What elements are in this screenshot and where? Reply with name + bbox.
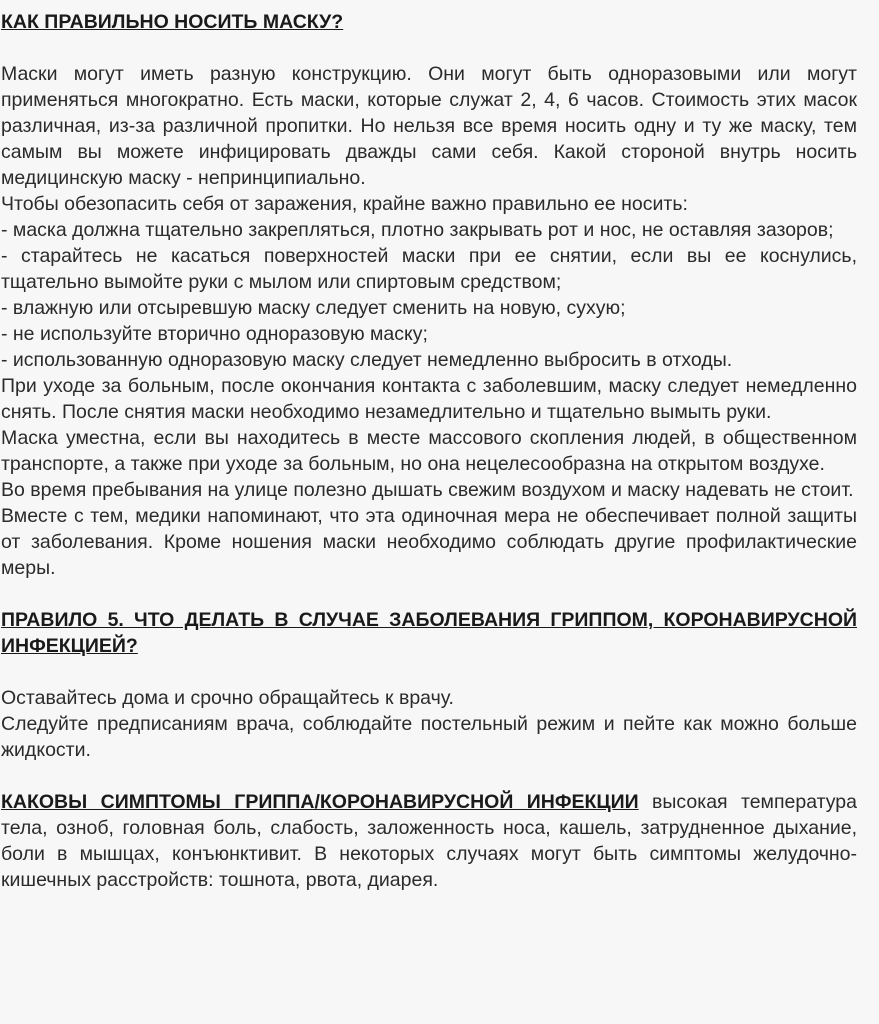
masks-list-item: - использованную одноразовую маску следует немедленно выбросить в отходы.	[1, 349, 733, 371]
spacer	[1, 35, 857, 61]
masks-paragraph: При уходе за больным, после окончания контакта с заболевшим, маску следует немедленно снять. После снятия маски необходимо незамедлительно и тщательно вымыть руки.	[1, 375, 857, 423]
masks-paragraph: Вместе с тем, медики напоминают, что эта одиночная мера не обеспечивает полной защиты от заболевания. Кроме ношения маски необходимо соблюдать другие профилактические меры.	[1, 505, 857, 579]
spacer	[1, 659, 857, 685]
masks-list-item: - не используйте вторично одноразовую маску;	[1, 323, 428, 345]
rule5-heading: ПРАВИЛО 5. ЧТО ДЕЛАТЬ В СЛУЧАЕ ЗАБОЛЕВАНИЯ ГРИППОМ, КОРОНАВИРУСНОЙ ИНФЕКЦИЕЙ?	[1, 609, 857, 657]
masks-heading: КАК ПРАВИЛЬНО НОСИТЬ МАСКУ?	[1, 11, 344, 33]
symptoms-paragraph	[1, 789, 857, 893]
rule5-body	[1, 685, 857, 763]
masks-paragraph: Маски могут иметь разную конструкцию. Они могут быть одноразовыми или могут применяться многократно. Есть маски, которые служат 2, 4, 6 часов. Стоимость этих масок различная, из-за различной пропитки. Но нельзя все время носить одну и ту же маску, тем самым вы можете инфицировать дважды сами себя. Какой стороной внутрь носить медицинскую маску - непринципиально.	[1, 63, 857, 189]
masks-paragraph: Маска уместна, если вы находитесь в месте массового скопления людей, в общественном транспорте, а также при уходе за больным, но она нецелесообразна на открытом воздухе.	[1, 427, 857, 475]
masks-paragraph: Чтобы обезопасить себя от заражения, крайне важно правильно ее носить:	[1, 193, 688, 215]
masks-list-item: - влажную или отсыревшую маску следует сменить на новую, сухую;	[1, 297, 626, 319]
symptoms-text: высокая температура тела, озноб, головная боль, слабость, заложенность носа, кашель, затрудненное дыхание, боли в мышцах, конъюнктивит. В некоторых случаях могут быть симптомы желудочно-кишечных расстройств: тошнота, рвота, диарея.	[1, 791, 857, 891]
symptoms-heading: КАКОВЫ СИМПТОМЫ ГРИППА/КОРОНАВИРУСНОЙ ИНФЕКЦИИ	[1, 791, 639, 813]
masks-body	[1, 61, 857, 581]
masks-list-item: - старайтесь не касаться поверхностей маски при ее снятии, если вы ее коснулись, тщательно вымойте руки с мылом или спиртовым средством;	[1, 245, 857, 293]
masks-paragraph: Во время пребывания на улице полезно дышать свежим воздухом и маску надевать не стоит.	[1, 479, 854, 501]
spacer	[1, 581, 857, 607]
rule5-paragraph: Оставайтесь дома и срочно обращайтесь к врачу.	[1, 687, 454, 709]
spacer	[1, 763, 857, 789]
rule5-paragraph: Следуйте предписаниям врача, соблюдайте постельный режим и пейте как можно больше жидкости.	[1, 713, 857, 761]
masks-list-item: - маска должна тщательно закрепляться, плотно закрывать рот и нос, не оставляя зазоров;	[1, 219, 834, 241]
